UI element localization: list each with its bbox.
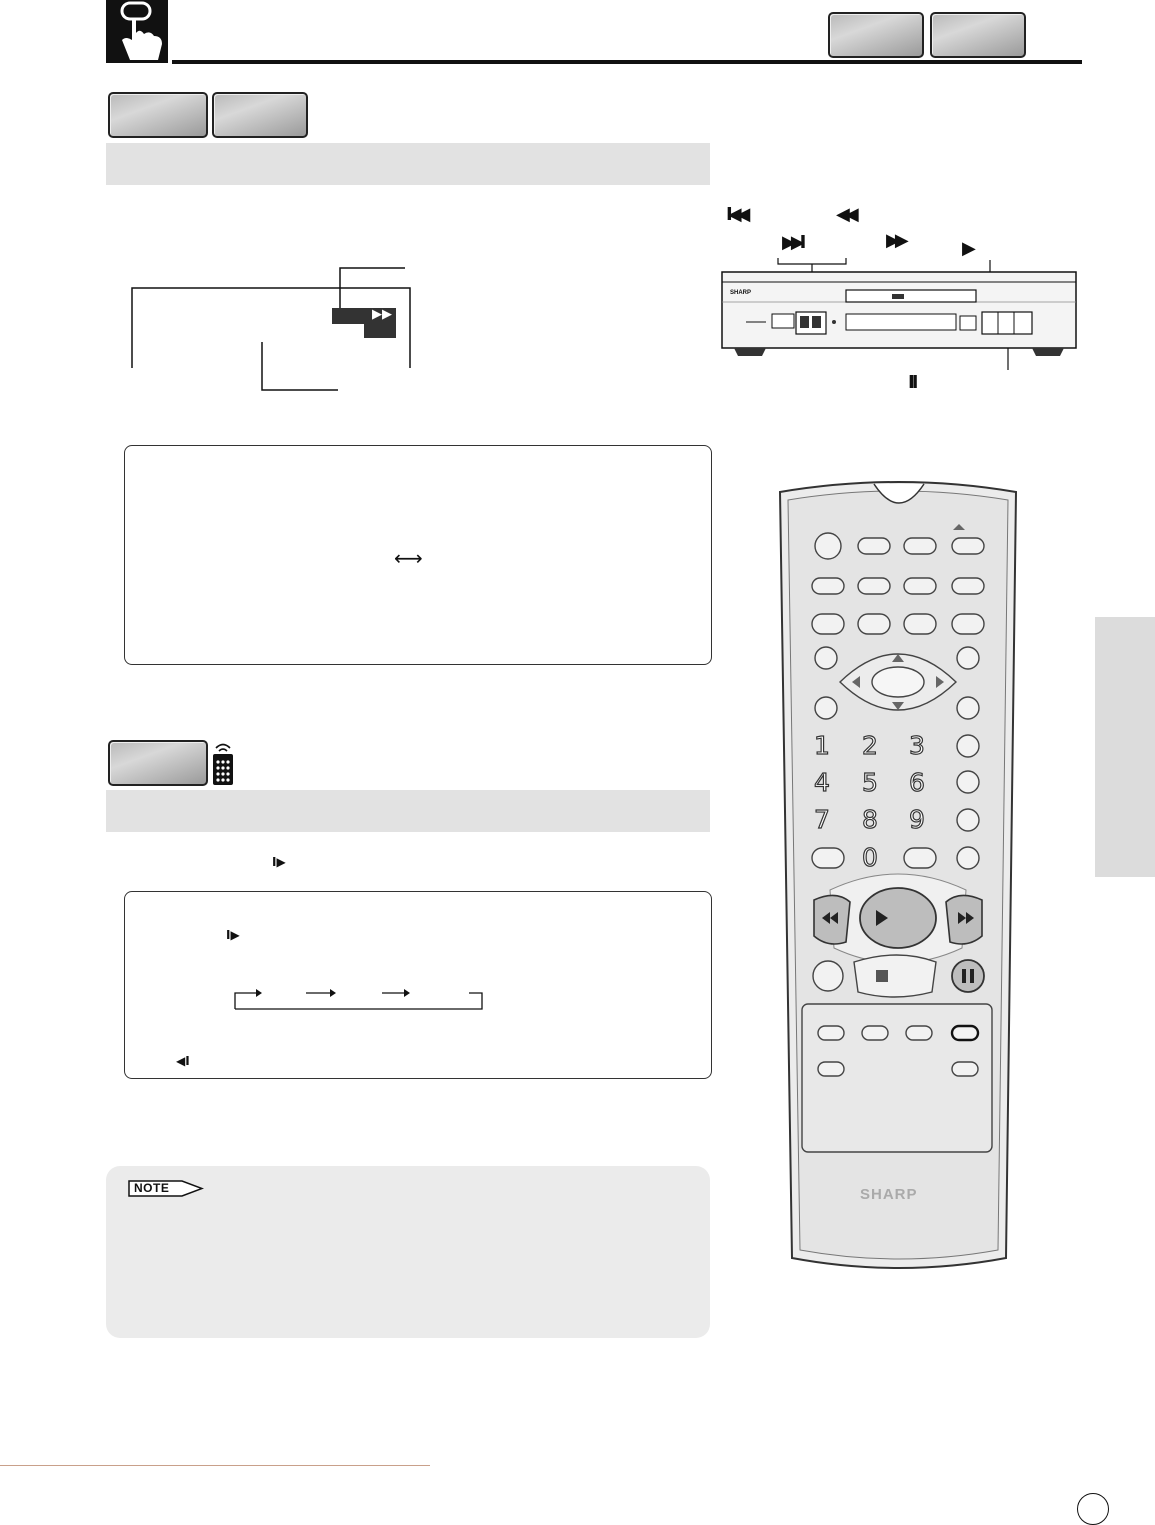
dvd-player-illustration — [716, 248, 1082, 378]
remote-key-8[interactable]: 8 — [862, 805, 878, 834]
chapter-side-tab — [1095, 617, 1155, 877]
player-play-label: ▶ — [962, 238, 976, 259]
box-step-forward-symbol: I▶ — [226, 928, 240, 942]
remote-key-2[interactable]: 2 — [862, 731, 878, 760]
player-rewind-label: ◀◀ — [836, 204, 854, 225]
header-rule — [172, 60, 1082, 64]
section2-title-bar — [106, 790, 710, 832]
remote-key-6[interactable]: 6 — [909, 768, 925, 797]
note-label: NOTE — [134, 1181, 170, 1195]
page-number-circle — [1077, 1493, 1109, 1525]
section-tab-button-2[interactable] — [212, 92, 308, 138]
remote-control-illustration — [776, 478, 1022, 1278]
top-tab-button-2[interactable] — [930, 12, 1026, 58]
section1-title-bar — [106, 143, 710, 185]
step-reverse-symbol: ◀I — [176, 1054, 190, 1068]
toggle-arrow-icon: ⟷ — [394, 546, 423, 570]
player-skip-back-label: I◀◀ — [726, 204, 746, 225]
footer-rule — [0, 1465, 430, 1466]
step-cycle-diagram — [226, 985, 488, 1015]
top-tab-button-1[interactable] — [828, 12, 924, 58]
remote-key-7[interactable]: 7 — [814, 805, 830, 834]
remote-key-3[interactable]: 3 — [909, 731, 925, 760]
remote-control-icon — [210, 740, 236, 791]
osd-diagram — [120, 260, 420, 400]
frame-tab-button[interactable] — [108, 740, 208, 786]
step-forward-symbol: I▶ — [272, 855, 286, 869]
player-ffwd-label: ▶▶ — [886, 230, 904, 251]
header-hand-icon — [106, 0, 168, 63]
player-skip-fwd-label: ▶▶I — [782, 232, 802, 253]
remote-key-1[interactable]: 1 — [814, 731, 830, 760]
remote-key-0[interactable]: 0 — [862, 843, 878, 872]
remote-brand-logo: SHARP — [860, 1186, 918, 1203]
remote-key-5[interactable]: 5 — [862, 768, 878, 797]
remote-key-4[interactable]: 4 — [814, 768, 830, 797]
section-tab-button-1[interactable] — [108, 92, 208, 138]
player-brand: SHARP — [730, 290, 752, 296]
osd-ff-indicator: ▶▶ — [372, 307, 392, 322]
pointing-hand-icon — [106, 0, 168, 63]
remote-key-9[interactable]: 9 — [909, 805, 925, 834]
player-pause-label: II — [908, 372, 916, 393]
